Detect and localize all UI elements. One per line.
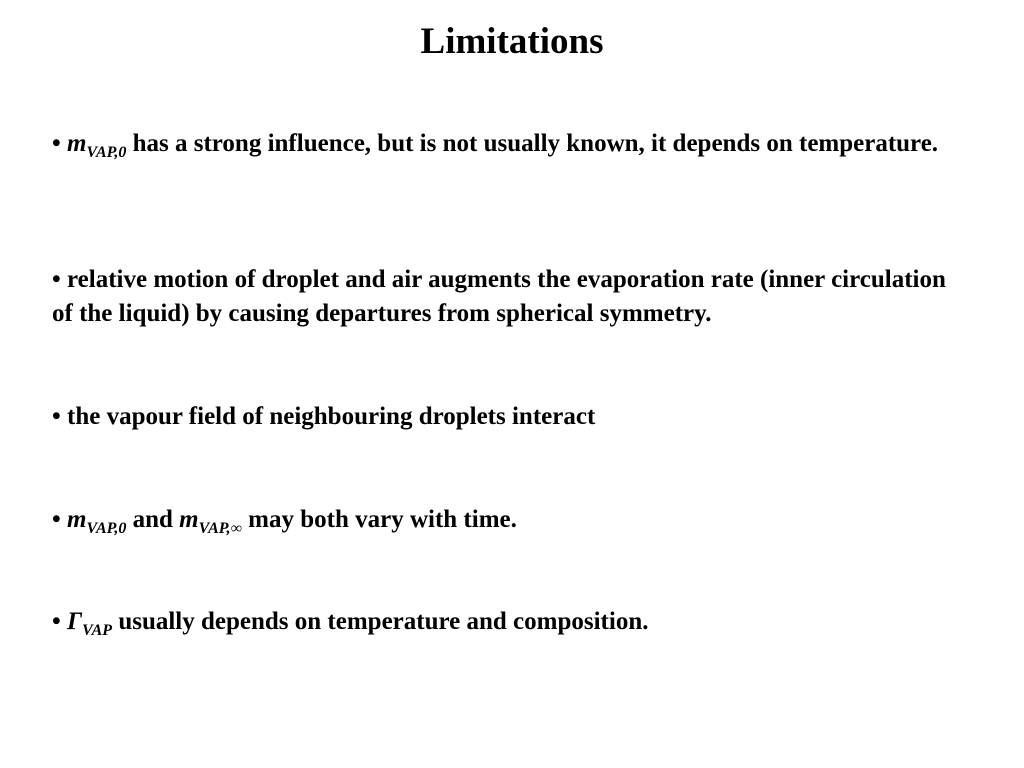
- bullet-text: relative motion of droplet and air augments the evaporation rate (inner circulation of the liquid) by causing departures from spherical symmetry.: [52, 266, 946, 327]
- subscript: VAP,∞: [198, 520, 242, 537]
- subscript: VAP,0: [86, 520, 127, 537]
- connector-text: and: [126, 506, 180, 533]
- bullet-item: [52, 400, 972, 434]
- bullet-text: the vapour field of neighbouring droplets interact: [67, 403, 596, 430]
- bullet-text: usually depends on temperature and composition.: [112, 608, 649, 635]
- slide-title: Limitations: [420, 21, 604, 62]
- bullet-marker: •: [52, 506, 61, 533]
- symbol: m: [67, 506, 87, 533]
- bullet-item: [52, 503, 972, 537]
- bullet-marker: •: [52, 130, 61, 157]
- subscript: VAP,0: [86, 144, 127, 161]
- bullet-text: may both vary with time.: [241, 506, 517, 533]
- bullet-text: has a strong influence, but is not usually known, it depends on temperature.: [126, 130, 939, 157]
- symbol: m: [67, 130, 87, 157]
- symbol: m: [179, 506, 199, 533]
- bullet-item: [52, 263, 972, 331]
- bullet-item: [52, 127, 972, 161]
- bullet-marker: •: [52, 266, 61, 293]
- symbol: Γ: [67, 608, 83, 635]
- bullet-item: [52, 605, 972, 639]
- bullet-marker: •: [52, 403, 61, 430]
- subscript: VAP: [82, 622, 113, 639]
- bullet-marker: •: [52, 608, 61, 635]
